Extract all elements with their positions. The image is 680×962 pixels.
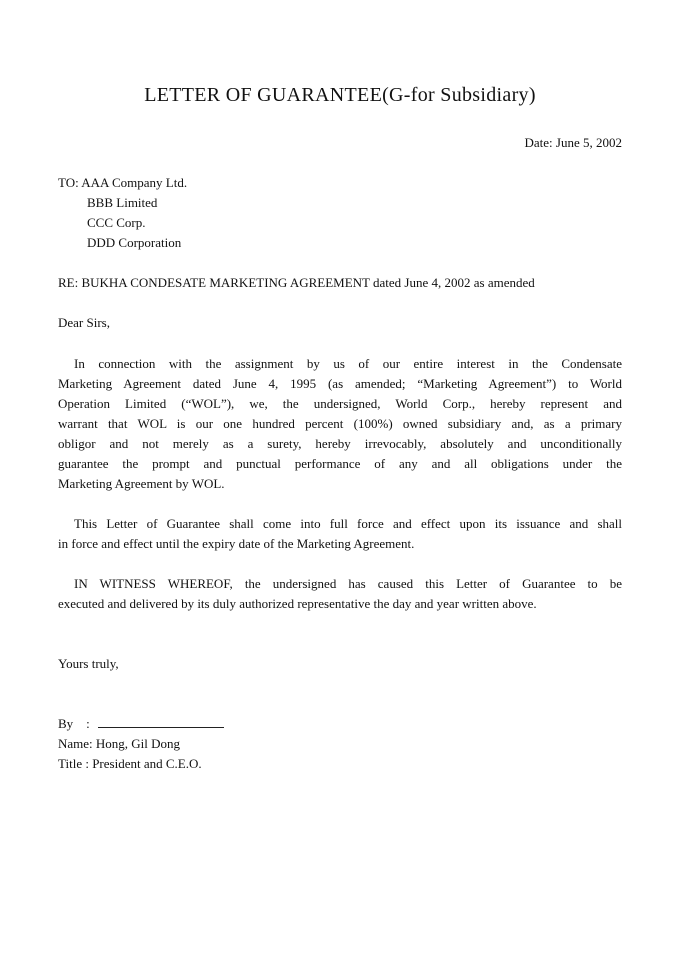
paragraph-2-line: This Letter of Guarantee shall come into full force and effect upon its issuance and shall [74, 516, 622, 531]
name-label: Name: [58, 736, 93, 751]
to-label: TO: [58, 175, 79, 190]
re-line: RE: BUKHA CONDESATE MARKETING AGREEMENT dated June 4, 2002 as amended [58, 275, 535, 290]
recipient: BBB Limited [87, 195, 158, 210]
paragraph-1-line: warrant that WOL is our one hundred percent (100%) owned subsidiary and, as a primary [58, 416, 622, 431]
signature-name-line [58, 734, 622, 754]
recipient: DDD Corporation [87, 235, 182, 250]
salutation: Dear Sirs, [58, 315, 110, 330]
to-line [58, 173, 622, 193]
signature-title-line [58, 754, 622, 774]
title-label: Title : [58, 756, 89, 771]
paragraph-3-line: executed and delivered by its duly authorized representative the day and year written above. [58, 596, 537, 611]
paragraph-1-line: In connection with the assignment by us of our entire interest in the Condensate [74, 356, 622, 371]
paragraph-3-line: IN WITNESS WHEREOF, the undersigned has caused this Letter of Guarantee to be [74, 576, 622, 591]
document-title: LETTER OF GUARANTEE(G-for Subsidiary) [144, 84, 536, 106]
paragraph-1-line: guarantee the prompt and punctual performance of any and all obligations under the [58, 456, 622, 471]
recipient: CCC Corp. [87, 215, 146, 230]
recipient: AAA Company Ltd. [81, 175, 188, 190]
by-label: By : [58, 716, 90, 731]
paragraph-2-line: in force and effect until the expiry date of the Marketing Agreement. [58, 536, 415, 551]
signer-name: Hong, Gil Dong [95, 736, 181, 751]
paragraph-1-line: Marketing Agreement by WOL. [58, 476, 225, 491]
signature-blank [98, 714, 224, 728]
paragraph-1-line: Operation Limited (“WOL”), we, the undersigned, World Corp., hereby represent and [58, 396, 622, 411]
closing: Yours truly, [58, 656, 119, 671]
paragraph-1-line: Marketing Agreement dated June 4, 1995 (as amended; “Marketing Agreement”) to World [58, 376, 622, 391]
paragraph-1-line: obligor and not merely as a surety, hereby irrevocably, absolutely and unconditionally [58, 436, 622, 451]
signature-by-line [58, 714, 622, 734]
signer-title: President and C.E.O. [92, 756, 202, 771]
letter-date: Date: June 5, 2002 [524, 135, 622, 150]
